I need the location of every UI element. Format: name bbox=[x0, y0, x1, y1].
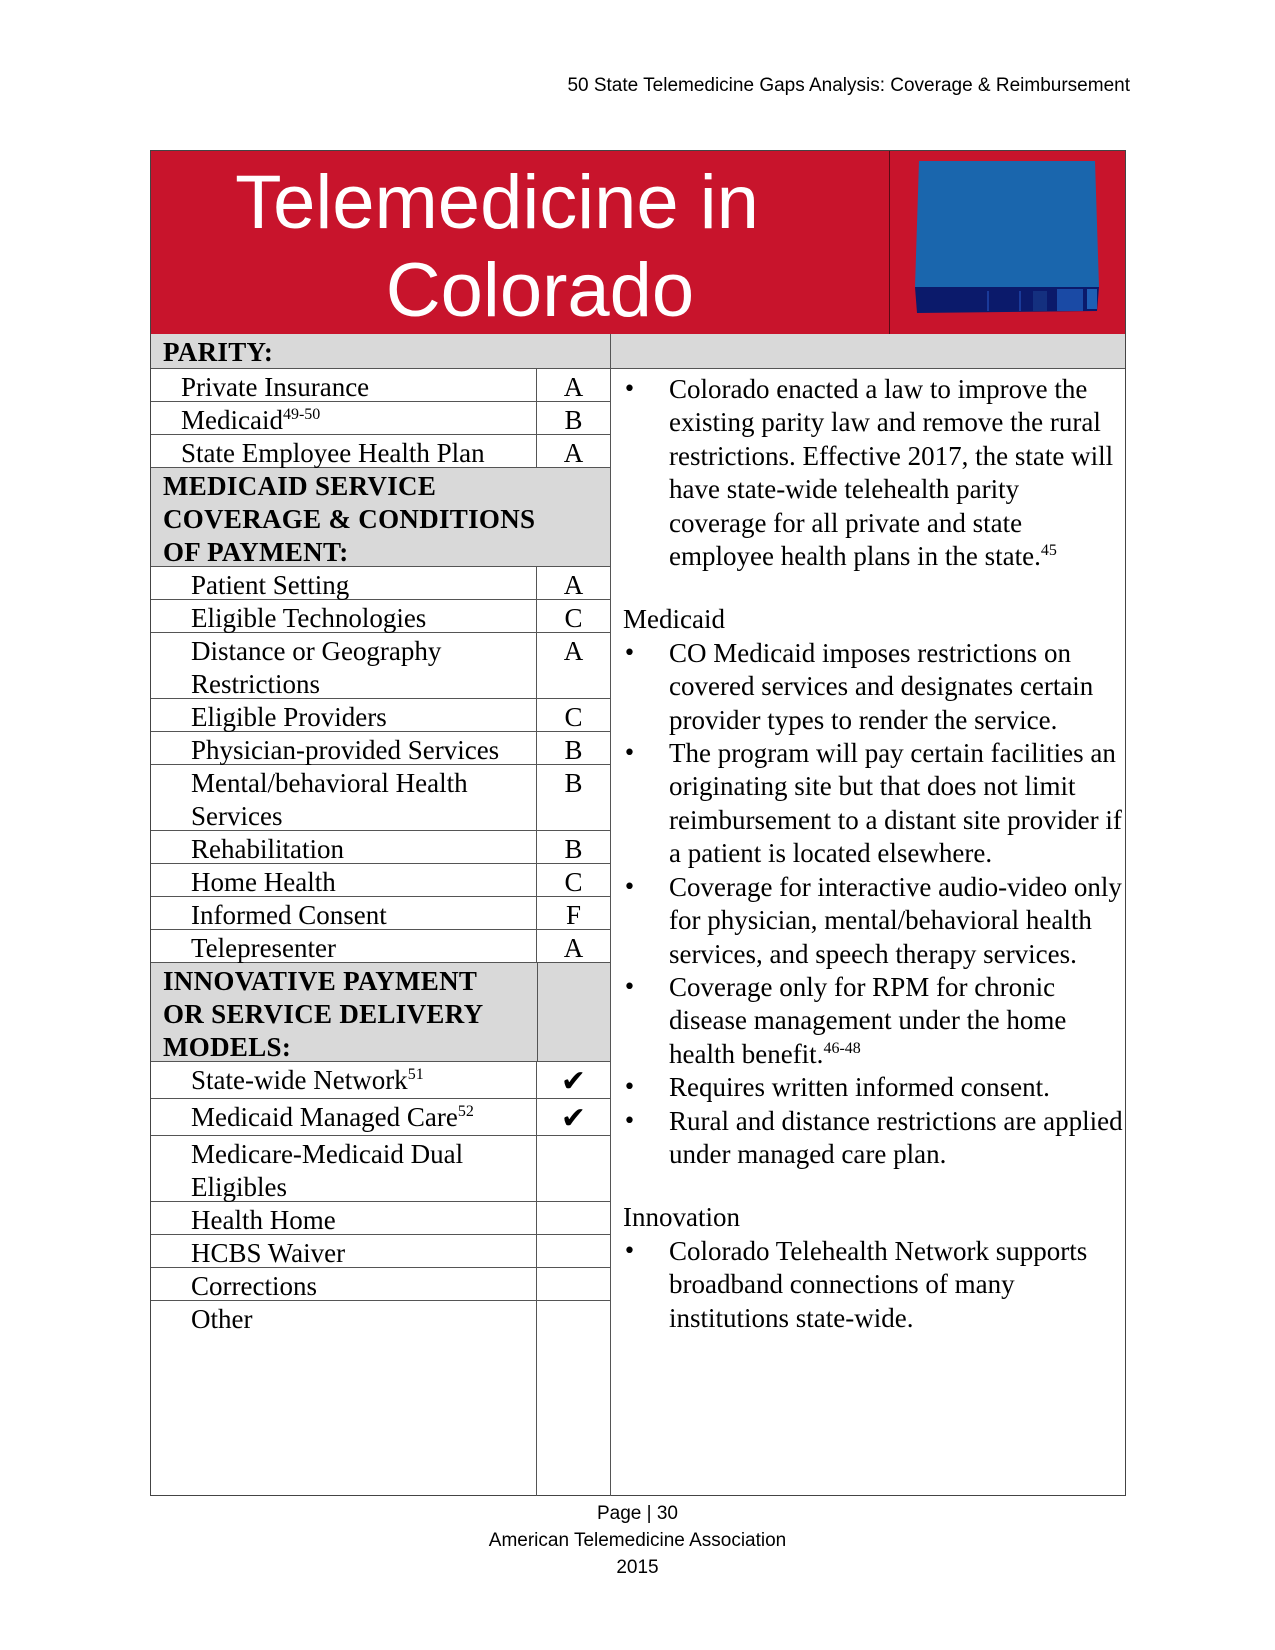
bullet-icon: • bbox=[623, 1108, 636, 1134]
innovation-heading: Innovation bbox=[623, 1202, 740, 1233]
table-row bbox=[151, 864, 610, 897]
row-label-line: Distance or Geography bbox=[191, 636, 442, 666]
section-medicaid bbox=[151, 468, 610, 567]
title-line-2: Colorado bbox=[385, 248, 695, 333]
row-label: Home Health bbox=[151, 864, 537, 896]
row-grade: C bbox=[564, 867, 583, 897]
row-label-text: Medicaid Managed Care bbox=[191, 1102, 458, 1132]
row-label: Other bbox=[151, 1301, 537, 1496]
note-text: Requires written informed consent. bbox=[669, 1072, 1050, 1103]
colorado-map-icon bbox=[907, 159, 1107, 324]
section-grade-cell bbox=[537, 963, 610, 1061]
table-row bbox=[151, 435, 610, 468]
row-label: Eligible Technologies bbox=[151, 600, 537, 632]
section-title-line: OF PAYMENT: bbox=[163, 537, 349, 567]
section-innovative bbox=[151, 963, 610, 1062]
row-label: HCBS Waiver bbox=[151, 1235, 537, 1267]
page-number: Page | 30 bbox=[596, 1503, 678, 1524]
medicaid-notes bbox=[623, 637, 1123, 1172]
row-grade: B bbox=[564, 735, 583, 765]
bullet-icon: • bbox=[623, 1238, 636, 1264]
row-label: Informed Consent bbox=[151, 897, 537, 929]
table-row bbox=[151, 930, 610, 963]
section-title bbox=[163, 965, 483, 1064]
notes-header bbox=[611, 334, 1125, 369]
note-text: The program will pay certain facilities an originating site but that does not limit reimbursement to a distant site provider if a patient is located elsewhere. bbox=[669, 738, 1122, 869]
row-label bbox=[151, 1136, 537, 1201]
row-label-line: Mental/behavioral Health bbox=[191, 768, 468, 798]
table-row bbox=[151, 1099, 610, 1136]
row-label bbox=[151, 633, 537, 698]
row-mark bbox=[537, 1301, 610, 1496]
notes-column bbox=[623, 373, 1123, 1335]
footnote-ref: 49-50 bbox=[282, 406, 321, 423]
row-grade: B bbox=[564, 768, 583, 798]
note-text: Coverage only for RPM for chronic disease management under the home health benefit. bbox=[669, 971, 1067, 1069]
row-mark bbox=[537, 1136, 610, 1201]
list-item bbox=[623, 1235, 1123, 1335]
footnote-ref: 51 bbox=[407, 1066, 424, 1083]
table-row bbox=[151, 369, 610, 402]
bullet-icon: • bbox=[623, 1075, 636, 1101]
row-label-line: Services bbox=[191, 801, 283, 831]
organization-name: American Telemedicine Association bbox=[488, 1530, 787, 1551]
list-item bbox=[623, 373, 1123, 573]
footnote-ref: 52 bbox=[457, 1103, 474, 1120]
bullet-icon: • bbox=[623, 640, 636, 666]
column-divider bbox=[610, 334, 611, 1496]
row-mark bbox=[537, 1235, 610, 1267]
list-item bbox=[623, 1071, 1123, 1104]
checkmark-icon: ✔ bbox=[560, 1064, 587, 1099]
row-label: Private Insurance bbox=[151, 369, 537, 401]
note-text: Colorado enacted a law to improve the existing parity law and remove the rural restrictions. Effective 2017, the state will have state-wide telehealth parity coverage for all private and state employee health plans in the state. bbox=[669, 374, 1114, 572]
table-row bbox=[151, 1062, 610, 1099]
row-grade: F bbox=[565, 900, 582, 930]
row-label: Health Home bbox=[151, 1202, 537, 1234]
table-row bbox=[151, 1235, 610, 1268]
bullet-icon: • bbox=[623, 377, 636, 402]
list-item bbox=[623, 871, 1123, 971]
table-row bbox=[151, 402, 610, 435]
row-label-text: State-wide Network bbox=[191, 1065, 408, 1095]
section-title-line: MEDICAID SERVICE bbox=[163, 471, 437, 501]
row-grade: B bbox=[564, 834, 583, 864]
row-label-line: Restrictions bbox=[191, 669, 320, 699]
row-grade: A bbox=[563, 372, 584, 402]
banner-divider bbox=[889, 151, 890, 334]
row-label: Patient Setting bbox=[151, 567, 537, 599]
page-footer bbox=[0, 1500, 1275, 1581]
table-row bbox=[151, 732, 610, 765]
table-row bbox=[151, 765, 610, 831]
table-row bbox=[151, 1301, 610, 1496]
checkmark-icon: ✔ bbox=[560, 1101, 587, 1136]
list-item bbox=[623, 637, 1123, 737]
row-label bbox=[151, 402, 537, 434]
section-title-line: INNOVATIVE PAYMENT bbox=[163, 966, 478, 996]
row-mark bbox=[537, 1268, 610, 1300]
section-title-line: OR SERVICE DELIVERY bbox=[163, 999, 484, 1029]
title-banner bbox=[151, 151, 1125, 337]
section-title bbox=[163, 470, 535, 569]
row-grade: B bbox=[564, 405, 583, 435]
row-label: Eligible Providers bbox=[151, 699, 537, 731]
note-text: Colorado Telehealth Network supports broadband connections of many institutions state-wide. bbox=[669, 1235, 1088, 1333]
row-grade: C bbox=[564, 702, 583, 732]
row-grade: A bbox=[563, 438, 584, 468]
innovation-notes bbox=[623, 1235, 1123, 1335]
medicaid-heading: Medicaid bbox=[623, 604, 725, 635]
table-row bbox=[151, 567, 610, 600]
row-label bbox=[151, 1099, 537, 1135]
row-label bbox=[151, 1062, 537, 1098]
row-grade: C bbox=[564, 603, 583, 633]
title-line-1: Telemedicine in bbox=[235, 160, 759, 245]
row-label-text: Medicaid bbox=[181, 405, 283, 435]
section-title-line: MODELS: bbox=[163, 1032, 292, 1062]
section-title-line: COVERAGE & CONDITIONS bbox=[163, 504, 536, 534]
running-head: 50 State Telemedicine Gaps Analysis: Coverage & Reimbursement bbox=[567, 75, 1130, 96]
row-label: Telepresenter bbox=[151, 930, 537, 962]
row-grade: A bbox=[563, 570, 584, 600]
row-grade: A bbox=[563, 933, 584, 963]
table-row bbox=[151, 699, 610, 732]
list-item bbox=[623, 737, 1123, 871]
row-mark bbox=[537, 1202, 610, 1234]
parity-notes bbox=[623, 373, 1123, 573]
footnote-ref: 46-48 bbox=[823, 1039, 861, 1057]
row-label: Physician-provided Services bbox=[151, 732, 537, 764]
bullet-icon: • bbox=[623, 741, 636, 767]
footnote-ref: 45 bbox=[1040, 542, 1057, 560]
table-row bbox=[151, 1202, 610, 1235]
table-row bbox=[151, 633, 610, 699]
row-label: State Employee Health Plan bbox=[151, 435, 537, 467]
table-row bbox=[151, 897, 610, 930]
bullet-icon: • bbox=[623, 974, 636, 1000]
note-text: Rural and distance restrictions are applied under managed care plan. bbox=[669, 1105, 1123, 1169]
list-item bbox=[623, 971, 1123, 1071]
row-label: Corrections bbox=[151, 1268, 537, 1300]
row-label-line: Medicare-Medicaid Dual bbox=[191, 1139, 464, 1169]
section-parity bbox=[151, 334, 610, 369]
row-label bbox=[151, 765, 537, 830]
table-row bbox=[151, 1268, 610, 1301]
note-text: Coverage for interactive audio-video only for physician, mental/behavioral health services, and speech therapy services. bbox=[669, 871, 1122, 969]
table-row bbox=[151, 600, 610, 633]
list-item bbox=[623, 1105, 1123, 1172]
row-label-line: Eligibles bbox=[191, 1172, 287, 1202]
bullet-icon: • bbox=[623, 874, 636, 900]
row-grade: A bbox=[563, 636, 584, 666]
row-label: Rehabilitation bbox=[151, 831, 537, 863]
footer-year: 2015 bbox=[616, 1557, 659, 1578]
note-text: CO Medicaid imposes restrictions on covered services and designates certain provider types to render the service. bbox=[669, 637, 1094, 735]
section-title: PARITY: bbox=[163, 337, 274, 367]
table-row bbox=[151, 1136, 610, 1202]
state-summary-table bbox=[150, 150, 1126, 1496]
table-row bbox=[151, 831, 610, 864]
page-title bbox=[151, 159, 889, 335]
